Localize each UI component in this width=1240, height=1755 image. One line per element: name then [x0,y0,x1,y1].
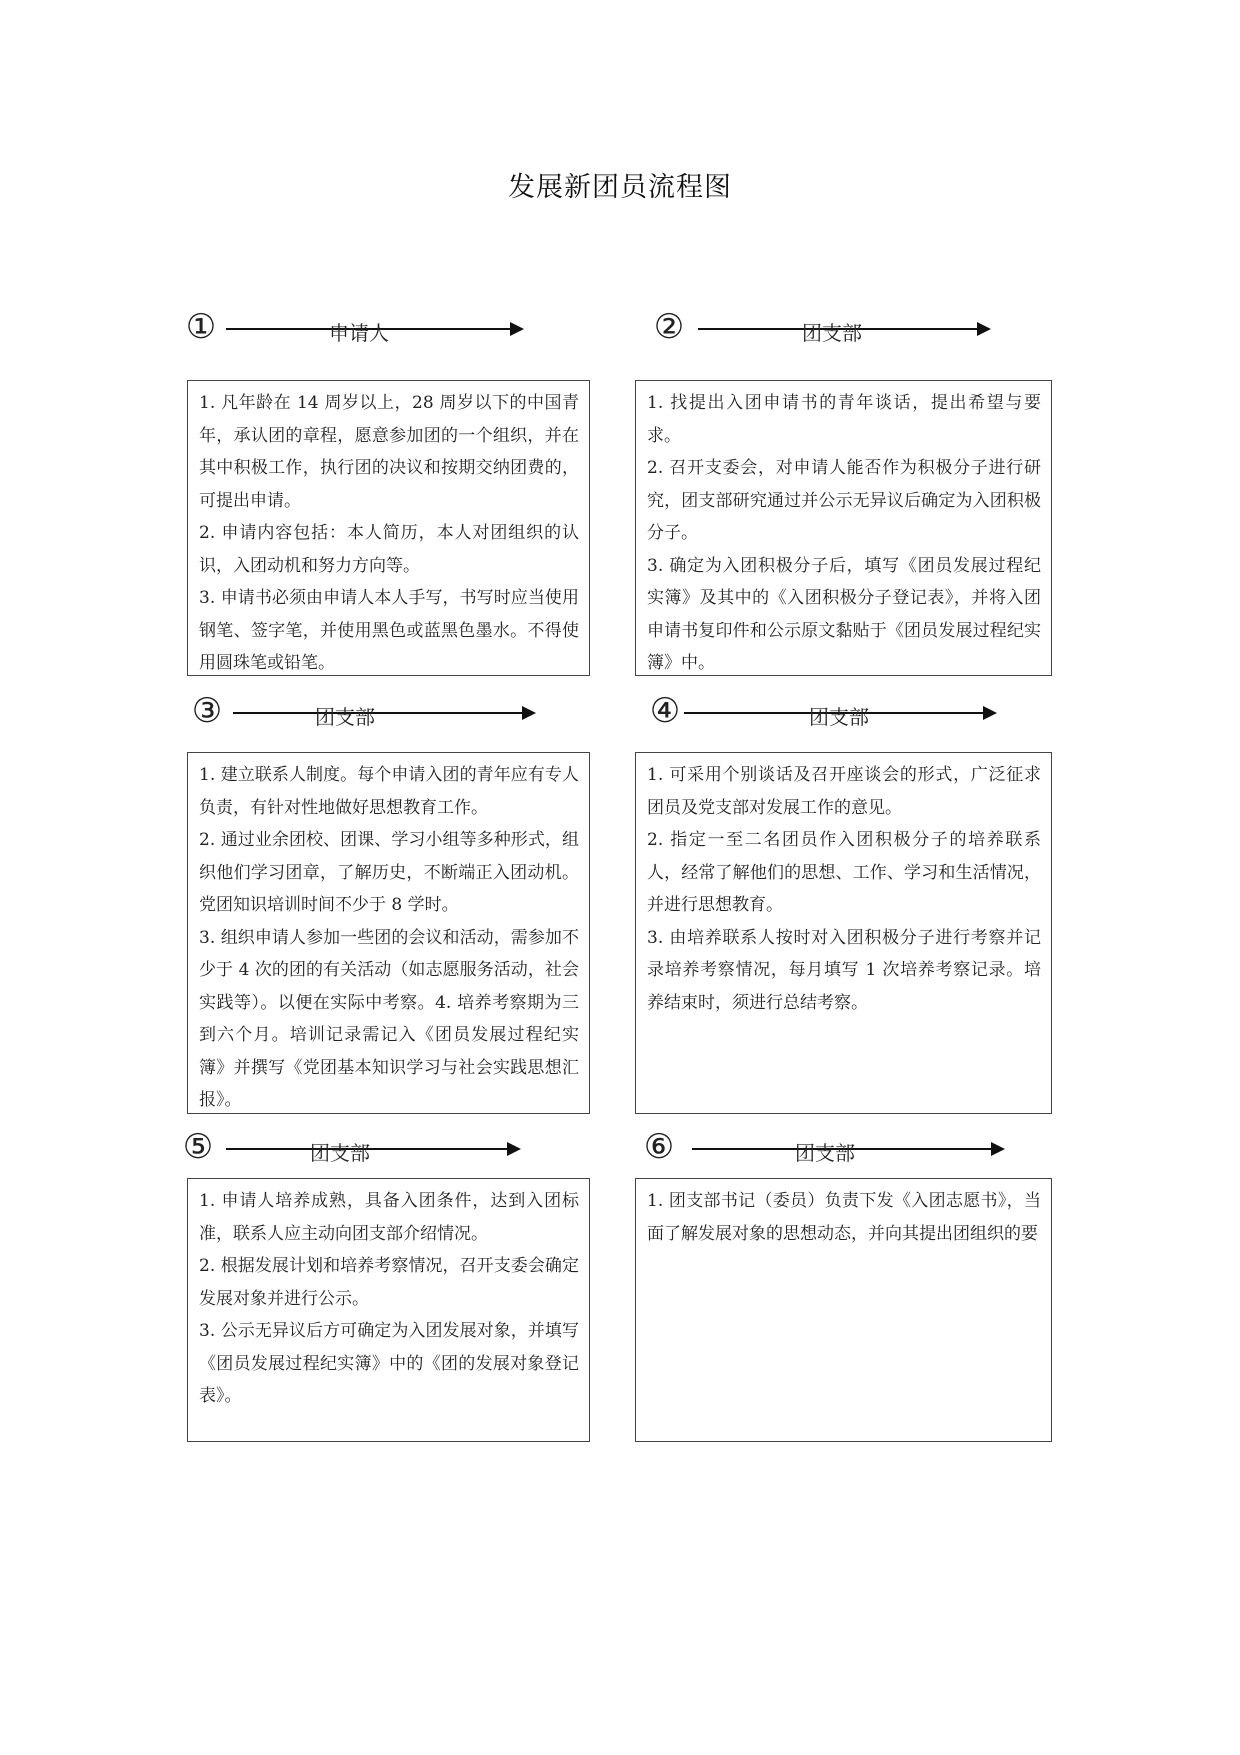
step-5-header [181,1127,541,1173]
step-item: 2. 通过业余团校、团课、学习小组等多种形式，组织他们学习团章，了解历史，不断端正入团动机。党团知识培训时间不少于 8 学时。 [199,830,579,915]
step-actor: 团支部 [809,705,869,729]
step-actor: 申请人 [329,321,389,345]
step-item: 1. 凡年龄在 14 周岁以上，28 周岁以下的中国青年，承认团的章程，愿意参加团的一个组织，并在其中积极工作，执行团的决议和按期交纳团费的，可提出申请。 [199,393,579,511]
step-2-box [635,380,1052,676]
step-item: 1. 可采用个别谈话及召开座谈会的形式，广泛征求团员及党支部对发展工作的意见。 [647,765,1041,818]
step-actor: 团支部 [310,1141,370,1165]
step-item: 2. 召开支委会，对申请人能否作为积极分子进行研究，团支部研究通过并公示无异议后确定为入团积极分子。 [647,458,1041,543]
step-number: ⑤ [182,1127,214,1167]
arrow-head-icon [983,706,997,720]
step-number: ④ [649,691,681,731]
step-item: 2. 申请内容包括：本人简历，本人对团组织的认识，入团动机和努力方向等。 [199,523,579,576]
step-item: 2. 根据发展计划和培养考察情况，召开支委会确定发展对象并进行公示。 [199,1256,579,1309]
arrow-line [233,712,523,714]
step-number: ⑥ [643,1127,675,1167]
arrow-head-icon [991,1142,1005,1156]
step-1-box [187,380,590,676]
step-6-box [635,1178,1052,1442]
step-2-header [652,307,1012,353]
arrow-head-icon [510,322,524,336]
step-actor: 团支部 [315,705,375,729]
arrow-head-icon [522,706,536,720]
step-item: 3. 确定为入团积极分子后，填写《团员发展过程纪实簿》及其中的《入团积极分子登记表》，并将入团申请书复印件和公示原文黏贴于《团员发展过程纪实簿》中。 [647,555,1041,673]
arrow-head-icon [977,322,991,336]
step-item: 2. 指定一至二名团员作入团积极分子的培养联系人，经常了解他们的思想、工作、学习和生活情况，并进行思想教育。 [647,830,1041,915]
step-actor: 团支部 [802,321,862,345]
step-3-header [190,691,550,737]
step-item: 3. 申请书必须由申请人本人手写，书写时应当使用钢笔、签字笔，并使用黑色或蓝黑色墨水。不得使用圆珠笔或铅笔。 [199,588,579,673]
step-5-box [187,1178,590,1442]
step-number: ① [185,307,217,347]
step-6-header [642,1127,1012,1173]
page-title: 发展新团员流程图 [508,172,732,203]
arrow-head-icon [507,1142,521,1156]
step-number: ③ [191,691,223,731]
step-item: 1. 找提出入团申请书的青年谈话，提出希望与要求。 [647,393,1041,446]
step-4-box [635,752,1052,1114]
step-item: 3. 组织申请人参加一些团的会议和活动，需参加不少于 4 次的团的有关活动（如志愿服务活动，社会实践等）。以便在实际中考察。4. 培养考察期为三到六个月。培训记录需记入《团员发展过程纪实簿》并撰写《党团基本知识学习与社会实践思想汇报》。 [199,927,579,1110]
step-item: 1. 建立联系人制度。每个申请入团的青年应有专人负责，有针对性地做好思想教育工作。 [199,765,579,818]
step-item: 1. 申请人培养成熟，具备入团条件，达到入团标准，联系人应主动向团支部介绍情况。 [199,1191,579,1244]
step-1-header [184,307,544,353]
step-4-header [648,691,1018,737]
step-item: 1. 团支部书记（委员）负责下发《入团志愿书》，当面了解发展对象的思想动态，并向其提出团组织的要 [647,1191,1041,1244]
step-item: 3. 公示无异议后方可确定为入团发展对象，并填写《团员发展过程纪实簿》中的《团的发展对象登记表》。 [199,1321,579,1406]
step-number: ② [653,307,685,347]
step-actor: 团支部 [795,1141,855,1165]
step-3-box [187,752,590,1114]
step-item: 3. 由培养联系人按时对入团积极分子进行考察并记录培养考察情况，每月填写 1 次培养考察记录。培养结束时，须进行总结考察。 [647,927,1041,1013]
